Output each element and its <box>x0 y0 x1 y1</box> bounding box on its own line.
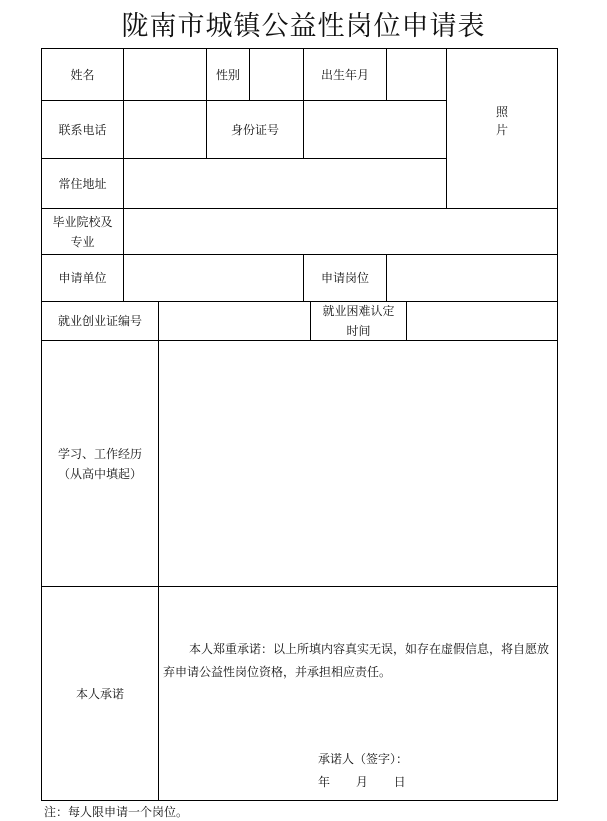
post-field[interactable] <box>386 254 558 302</box>
commitment-label: 本人承诺 <box>41 586 159 801</box>
id-field[interactable] <box>303 100 447 159</box>
cert-field[interactable] <box>158 301 311 341</box>
address-field[interactable] <box>123 158 447 209</box>
school-label <box>41 208 124 255</box>
name-label: 姓名 <box>41 48 124 101</box>
id-label: 身份证号 <box>206 100 304 159</box>
gender-field[interactable] <box>249 48 304 101</box>
unit-field[interactable] <box>123 254 304 302</box>
birth-field[interactable] <box>386 48 447 101</box>
history-field[interactable] <box>158 340 558 587</box>
school-label-line1: 毕业院校及 <box>52 214 113 229</box>
sign-date[interactable]: 年 月 日 <box>318 775 406 789</box>
commitment-text: 本人郑重承诺：以上所填内容真实无误，如存在虚假信息，将自愿放弃申请公益性岗位资格，并承担相应责任。 <box>163 642 550 679</box>
photo-label-1: 照 <box>495 105 508 119</box>
history-label-line1: 学习、工作经历 <box>57 446 142 461</box>
post-label: 申请岗位 <box>303 254 387 302</box>
hardship-field[interactable] <box>406 301 558 341</box>
signer-label[interactable]: 承诺人（签字）： <box>318 752 409 766</box>
photo-label-2: 片 <box>495 123 508 137</box>
school-field[interactable] <box>123 208 558 255</box>
hardship-label-line1: 就业困难认定 <box>322 304 395 318</box>
hardship-label <box>310 301 407 341</box>
footnote: 注：每人限申请一个岗位。 <box>44 805 189 819</box>
unit-label: 申请单位 <box>41 254 124 302</box>
phone-field[interactable] <box>123 100 207 159</box>
history-label <box>41 340 159 587</box>
name-field[interactable] <box>123 48 207 101</box>
address-label: 常住地址 <box>41 158 124 209</box>
photo-box[interactable] <box>446 48 558 209</box>
hardship-label-line2: 时间 <box>346 324 371 338</box>
gender-label: 性别 <box>206 48 250 101</box>
commitment-box <box>158 586 558 801</box>
history-label-line2: （从高中填起） <box>57 466 142 481</box>
birth-label: 出生年月 <box>303 48 387 101</box>
school-label-line2: 专业 <box>70 234 95 249</box>
phone-label: 联系电话 <box>41 100 124 159</box>
form-title: 陇南市城镇公益性岗位申请表 <box>121 11 486 42</box>
cert-label: 就业创业证编号 <box>41 301 159 341</box>
